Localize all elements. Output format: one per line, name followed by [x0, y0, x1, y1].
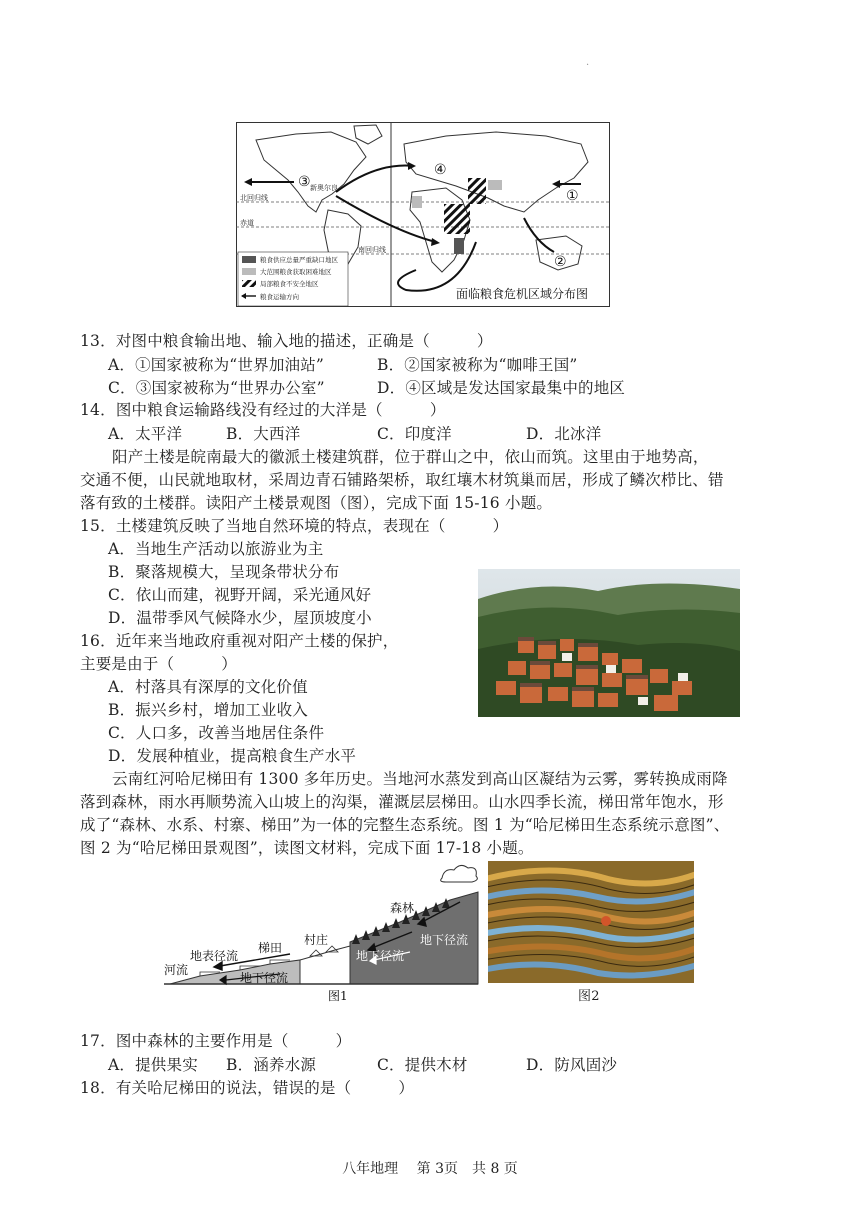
- legend-item-local-insecurity: 局部粮食不安全地区: [260, 280, 319, 288]
- q16-stem-line1: 16．近年来当地政府重视对阳产土楼的保护，: [80, 632, 399, 650]
- q18-stem: 18．有关哈尼梯田的说法，错误的是（ ）: [80, 1079, 415, 1097]
- q16-option-b: B．振兴乡村，增加工业收入: [108, 701, 308, 719]
- map-title: 面临粮食危机区域分布图: [456, 287, 589, 301]
- passage2-line1: 云南红河哈尼梯田有 1300 多年历史。当地河水蒸发到高山区凝结为云雾，雾转换成雨降: [112, 770, 728, 788]
- q14-option-c: C．印度洋: [377, 425, 452, 443]
- q17-option-d: D．防风固沙: [526, 1056, 618, 1074]
- passage1-line3: 落有致的土楼群。读阳产土楼景观图（图），完成下面 15-16 小题。: [80, 494, 553, 512]
- q13-option-d: D．④区域是发达国家最集中的地区: [377, 379, 626, 397]
- map-legend: [238, 252, 348, 306]
- passage2-line4: 图 2 为“哈尼梯田景观图”，读图文材料，完成下面 17-18 小题。: [80, 839, 534, 857]
- label-river: 河流: [164, 963, 189, 977]
- label-num-3: ③: [298, 174, 311, 190]
- q15-option-d: D．温带季风气候降水少，屋顶坡度小: [108, 609, 372, 627]
- q17-option-c: C．提供木材: [377, 1056, 468, 1074]
- cloud-icon: [441, 865, 478, 882]
- q15-option-c: C．依山而建，视野开阔，采光通风好: [108, 586, 372, 604]
- label-new-orleans: 新奥尔良: [310, 184, 338, 192]
- q17-option-a: A．提供果实: [108, 1056, 198, 1074]
- fig1-caption: 图1: [328, 989, 348, 1003]
- label-underground-runoff-left: 地下径流: [240, 971, 289, 985]
- q14-option-b: B．大西洋: [226, 425, 301, 443]
- q16-stem-line2: 主要是由于（ ）: [80, 655, 238, 673]
- q13-option-c: C．③国家被称为“世界办公室”: [108, 379, 325, 397]
- legend-item-severe-shortage: 粮食供应总量严重缺口地区: [260, 256, 338, 264]
- q15-stem: 15．土楼建筑反映了当地自然环境的特点，表现在（ ）: [80, 517, 509, 535]
- food-crisis-map: [236, 122, 610, 307]
- label-num-4: ④: [434, 162, 447, 178]
- label-tropic-south: 南回归线: [358, 246, 386, 254]
- label-forest: 森林: [390, 901, 415, 915]
- label-village: 村庄: [304, 933, 329, 947]
- label-terrace: 梯田: [258, 941, 283, 955]
- q17-stem: 17．图中森林的主要作用是（ ）: [80, 1032, 352, 1050]
- legend-item-wide-difficulty: 大范围粮食获取困难地区: [260, 268, 332, 276]
- gray-area-west-africa: [412, 196, 422, 208]
- label-tropic-north: 北回归线: [240, 194, 268, 202]
- label-underground-runoff-middle: 地下径流: [356, 949, 405, 963]
- legend-item-transport-direction: 粮食运输方向: [260, 293, 299, 301]
- hani-ecosystem-diagram: [160, 856, 482, 1006]
- label-equator: 赤道: [240, 219, 254, 227]
- page-footer: 八年地理 第 3页 共 8 页: [342, 1161, 518, 1177]
- q16-option-d: D．发展种植业，提高粮食生产水平: [108, 747, 357, 765]
- passage2-line3: 成了“森林、水系、村寨、梯田”为一体的完整生态系统。图 1 为“哈尼梯田生态系统示意图”、: [80, 816, 730, 834]
- q14-option-a: A．太平洋: [108, 425, 183, 443]
- q16-option-a: A．村落具有深厚的文化价值: [108, 678, 308, 696]
- passage2-line2: 落到森林，雨水再顺势流入山坡上的沟渠，灌溉层层梯田。山水四季长流，梯田常年饱水，形: [80, 793, 724, 811]
- q14-stem: 14．图中粮食运输路线没有经过的大洋是（ ）: [80, 401, 446, 419]
- hatched-area-asia: [468, 178, 486, 204]
- q13-option-b: B．②国家被称为“咖啡王国”: [377, 356, 578, 374]
- label-num-2: ②: [554, 254, 567, 270]
- q17-option-b: B．涵养水源: [226, 1056, 317, 1074]
- label-surface-runoff: 地表径流: [190, 949, 239, 963]
- q14-option-d: D．北冰洋: [526, 425, 602, 443]
- dark-area-africa: [454, 238, 464, 254]
- scan-dot: ·: [586, 60, 590, 71]
- label-underground-runoff-right: 地下径流: [420, 933, 469, 947]
- fig2-caption: 图2: [578, 989, 600, 1004]
- gray-area-central-asia: [488, 180, 502, 190]
- q15-option-b: B．聚落规模大，呈现条带状分布: [108, 563, 340, 581]
- q13-option-a: A．①国家被称为“世界加油站”: [108, 356, 325, 374]
- q15-option-a: A．当地生产活动以旅游业为主: [108, 540, 324, 558]
- hani-terrace-photo: [488, 861, 694, 983]
- tulou-landscape-photo: [478, 569, 740, 717]
- label-num-1: ①: [566, 188, 579, 204]
- passage1-line1: 阳产土楼是皖南最大的徽派土楼建筑群，位于群山之中，依山而筑。这里由于地势高，: [112, 448, 709, 466]
- q16-option-c: C．人口多，改善当地居住条件: [108, 724, 325, 742]
- passage1-line2: 交通不便，山民就地取材，采周边青石铺路架桥，取红壤木材筑巢而居，形成了鳞次栉比、错: [80, 471, 724, 489]
- q13-stem: 13．对图中粮食输出地、输入地的描述，正确是（ ）: [80, 332, 493, 350]
- hatched-area-africa: [444, 204, 470, 234]
